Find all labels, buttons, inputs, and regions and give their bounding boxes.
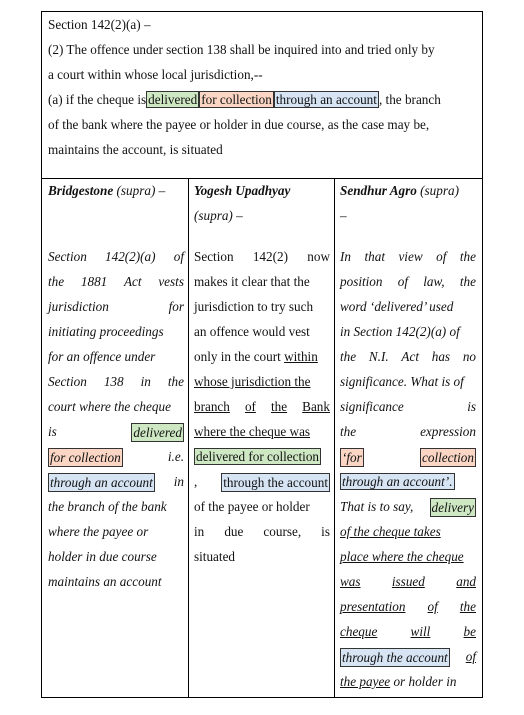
col1-case-name: Bridgestone [48, 183, 114, 198]
col3-word: through an account’. [342, 474, 453, 489]
col1-word: maintains an account [48, 574, 162, 589]
col2-text-line [194, 273, 330, 290]
col3-word: was [340, 574, 361, 589]
col2-heading-line-1 [194, 182, 290, 199]
col1-word: 1881 [80, 274, 108, 289]
clause-rest: , the branch [378, 92, 441, 107]
col1-word: Act [124, 274, 142, 289]
col1-word: the [48, 274, 65, 289]
col3-word: position [340, 274, 383, 289]
col1-text-line [48, 423, 184, 442]
col3-text-line [340, 573, 476, 590]
col1-word: for [168, 299, 184, 314]
col2-text-line [194, 398, 330, 415]
col3-word: the [340, 424, 357, 439]
column-divider-2 [334, 178, 335, 698]
col1-word: holder in due course [48, 549, 157, 564]
col3-text-line [340, 248, 476, 265]
col3-word: issued [391, 574, 425, 589]
section-clause-line [48, 91, 441, 108]
col1-word: delivered [133, 425, 182, 440]
col2-text-line [194, 523, 330, 540]
col1-word: 142(2)(a) [105, 249, 156, 264]
clause-prefix: (a) if the cheque is [48, 92, 147, 107]
col3-word: and [456, 574, 476, 589]
section-para-line-4: of the bank where the payee or holder in due course, as the case may be, [48, 117, 430, 132]
col3-text-line [340, 673, 476, 690]
col2-word: Bank [302, 399, 330, 414]
col2-word: due [224, 524, 244, 539]
section-title: Section 142(2)(a) – [48, 17, 151, 32]
col3-word: ‘for [342, 450, 362, 465]
col2-text-line [194, 498, 330, 515]
col3-word: be [463, 624, 476, 639]
col3-heading-dash: – [340, 208, 347, 223]
table-left-border [41, 11, 42, 698]
col3-word: the [340, 349, 357, 364]
col3-word: law, [423, 274, 445, 289]
col2-word: situated [194, 549, 236, 564]
table-top-border [41, 11, 483, 12]
col2-word: an offence would vest [194, 324, 310, 339]
section-para-line-5: maintains the account, is situated [48, 142, 223, 157]
col3-text-line [340, 373, 476, 390]
col2-word: Section [194, 249, 234, 264]
col2-text-line [194, 248, 330, 265]
col3-word: of [397, 274, 408, 289]
col3-word: will [410, 624, 431, 639]
col2-text-line [194, 448, 330, 465]
col3-text-line [340, 648, 476, 667]
col2-text-line [194, 423, 330, 440]
col3-word: view [398, 249, 423, 264]
col2-word: where the cheque was [194, 424, 311, 439]
col2-word: whose jurisdiction the [194, 374, 311, 389]
col1-text-line [48, 523, 184, 540]
col3-text-line [340, 448, 476, 467]
col3-word: in Section 142(2)(a) of [340, 324, 460, 339]
col3-word: cheque [340, 624, 378, 639]
col2-heading-line-2 [194, 207, 243, 224]
col2-word: jurisdiction to try such [194, 299, 314, 314]
col1-word: Section [48, 374, 87, 389]
col3-word: the payee [340, 674, 391, 689]
col1-word: for an offence under [48, 349, 156, 364]
col1-word: for collection [50, 450, 121, 465]
col3-word: the [459, 249, 476, 264]
col3-word: or holder in [393, 674, 457, 689]
col2-word: in [194, 524, 205, 539]
col1-word: where the payee or [48, 524, 149, 539]
col1-word: court where the cheque [48, 399, 171, 414]
col1-word: in [173, 474, 184, 489]
col3-word: that [364, 249, 385, 264]
col3-word: presentation [340, 599, 406, 614]
col3-word: of [427, 599, 438, 614]
col3-word: of [436, 249, 447, 264]
col2-word: only in the court [194, 349, 281, 364]
col3-word: expression [420, 424, 476, 439]
col3-word: the [459, 274, 476, 289]
col3-text-line [340, 623, 476, 640]
highlight-through-account: through an account [275, 92, 377, 107]
col1-word: the [167, 374, 184, 389]
col3-word: of the cheque takes [340, 524, 441, 539]
section-para-line-1: (2) The offence under section 138 shall be inquired into and tried only by [48, 42, 435, 57]
col3-case-name: Sendhur Agro [340, 183, 417, 198]
col1-text-line [48, 373, 184, 390]
col3-text-line [340, 523, 476, 540]
col1-text-line [48, 498, 184, 515]
col3-text-line [340, 398, 476, 415]
col3-word: significance. What is of [340, 374, 464, 389]
col1-word: vests [158, 274, 184, 289]
col3-case-suffix: (supra) [420, 183, 459, 198]
col3-word: That is to say, [340, 499, 414, 514]
col1-word: the branch of the bank [48, 499, 167, 514]
section-para-line-2: a court within whose local jurisdiction,-- [48, 67, 263, 82]
col3-text-line [340, 298, 476, 315]
col2-word: course, [263, 524, 302, 539]
col3-word: has [431, 349, 451, 364]
col2-word: branch [194, 399, 230, 414]
col3-text-line [340, 323, 476, 340]
col2-word: through the account [223, 475, 328, 490]
col2-word: , [194, 474, 198, 489]
col3-text-line [340, 348, 476, 365]
col2-text-line [194, 373, 330, 390]
col2-text-line [194, 348, 330, 365]
highlight-for-collection: for collection [201, 92, 272, 107]
col1-text-line [48, 548, 184, 565]
col3-word: significance [340, 399, 404, 414]
col1-word: is [48, 424, 57, 439]
col3-word: of [465, 649, 476, 664]
col1-word: of [173, 249, 184, 264]
col3-word: is [467, 399, 476, 414]
col2-word: within [284, 349, 318, 364]
col3-word: through the account [342, 650, 448, 665]
col3-word: the [459, 599, 476, 614]
table-bottom-border [41, 697, 483, 698]
col1-text-line [48, 473, 184, 492]
col1-word: jurisdiction [48, 299, 109, 314]
col3-text-line [340, 423, 476, 440]
col1-text-line [48, 323, 184, 340]
header-bottom-border [41, 178, 483, 179]
col2-word: delivered for collection [196, 449, 320, 464]
col2-word: is [321, 524, 330, 539]
col1-word: in [140, 374, 151, 389]
col2-word: of [244, 399, 256, 414]
col2-text-line [194, 548, 330, 565]
col1-text-line [48, 273, 184, 290]
col1-word: i.e. [167, 449, 184, 464]
col1-text-line [48, 398, 184, 415]
col3-text-line [340, 273, 476, 290]
col3-word: Act [401, 349, 419, 364]
col2-word: of the payee or holder [194, 499, 310, 514]
col1-word: Section [48, 249, 87, 264]
col2-text-line [194, 298, 330, 315]
col1-word: initiating proceedings [48, 324, 164, 339]
col3-text-line [340, 548, 476, 565]
col3-heading-line-2 [340, 207, 347, 224]
col3-word: N.I. [368, 349, 389, 364]
col3-word: delivery [431, 500, 474, 515]
col2-text-line [194, 323, 330, 340]
col3-text-line [340, 498, 476, 517]
col1-word: through an account [50, 475, 153, 490]
col1-text-line [48, 348, 184, 365]
col2-word: the [270, 399, 288, 414]
col1-heading [48, 182, 165, 199]
col3-text-line [340, 598, 476, 615]
highlight-delivered: delivered [148, 92, 198, 107]
col1-text-line [48, 248, 184, 265]
col3-word: no [462, 349, 476, 364]
col2-word: now [307, 249, 330, 264]
col1-case-suffix: (supra) – [116, 183, 166, 198]
col3-word: place where the cheque [340, 549, 464, 564]
col2-word: makes it clear that the [194, 274, 310, 289]
col1-text-line [48, 298, 184, 315]
col2-case-name: Yogesh Upadhyay [194, 183, 291, 198]
col2-case-suffix: (supra) – [194, 208, 243, 223]
col2-text-line [194, 473, 330, 492]
col3-word: word ‘delivered’ used [340, 299, 454, 314]
col1-word: 138 [103, 374, 124, 389]
col3-word: collection [422, 450, 474, 465]
col3-text-line [340, 473, 476, 490]
col3-word: In [340, 249, 351, 264]
column-divider-1 [188, 178, 189, 698]
col1-text-line [48, 448, 184, 467]
table-right-border [482, 11, 483, 698]
col2-word: 142(2) [252, 249, 288, 264]
col3-heading-line-1 [340, 182, 459, 199]
col1-text-line [48, 573, 184, 590]
